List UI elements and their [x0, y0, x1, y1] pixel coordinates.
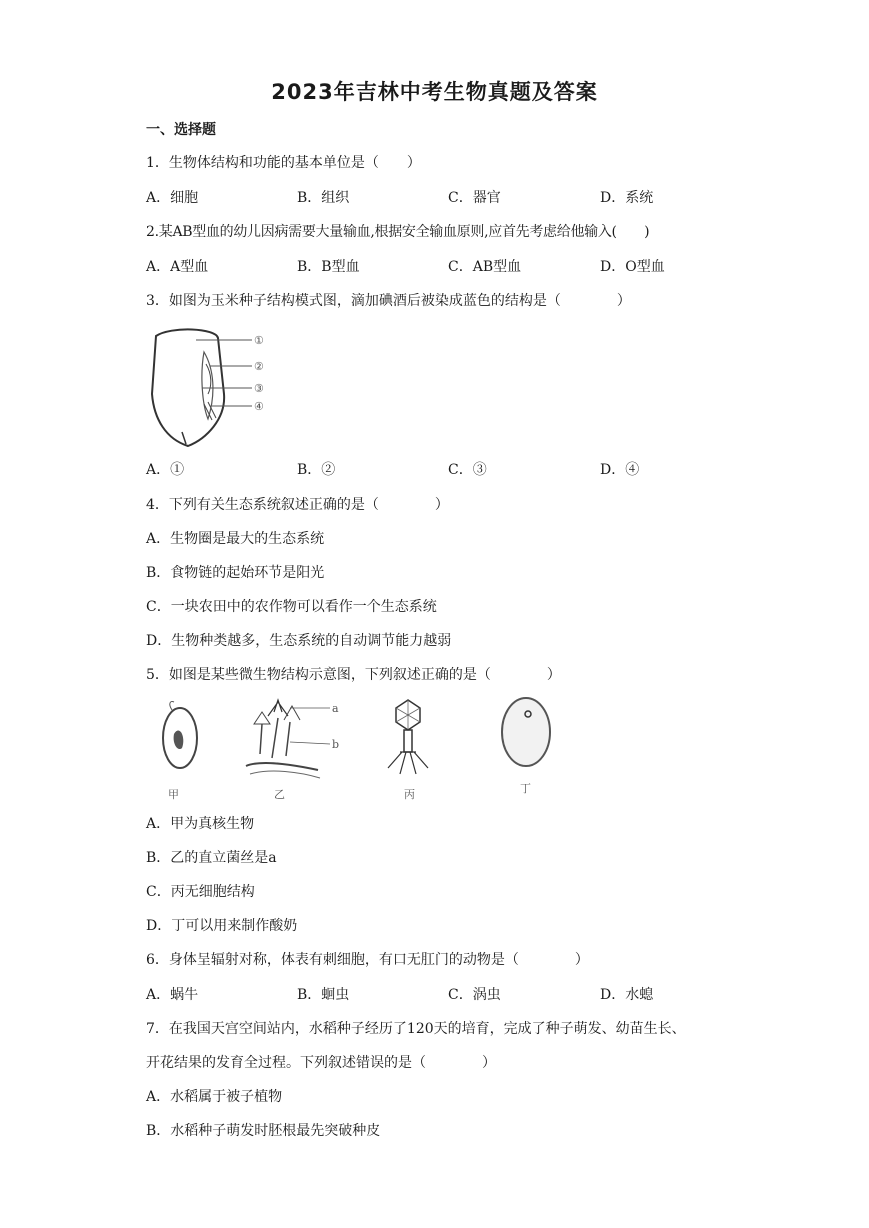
seed-label-2: ②	[254, 360, 264, 373]
q2-option-a: A．A型血	[146, 259, 209, 275]
question-7-stem-line2: 开花结果的发育全过程。下列叙述错误的是（ ）	[146, 1055, 496, 1071]
q4-option-b: B．食物链的起始环节是阳光	[146, 565, 325, 581]
q5-option-b: B．乙的直立菌丝是a	[146, 850, 277, 866]
q7-option-b: B．水稻种子萌发时胚根最先突破种皮	[146, 1123, 381, 1139]
microbes-figure	[150, 694, 570, 804]
q6-option-a: A．蜗牛	[146, 987, 199, 1003]
q2-option-c: C．AB型血	[448, 259, 522, 275]
question-2-stem: 2.某AB型血的幼儿因病需要大量输血,根据安全输血原则,应首先考虑给他输入( )	[146, 224, 650, 240]
q6-option-d: D．水螅	[600, 987, 654, 1003]
question-6-stem: 6．身体呈辐射对称，体表有刺细胞，有口无肛门的动物是（ ）	[146, 952, 589, 968]
q4-option-d: D．生物种类越多，生态系统的自动调节能力越弱	[146, 633, 452, 649]
q2-option-d: D．O型血	[600, 259, 665, 275]
question-3-stem: 3．如图为玉米种子结构模式图，滴加碘酒后被染成蓝色的结构是（ ）	[146, 293, 631, 309]
q7-option-a: A．水稻属于被子植物	[146, 1089, 283, 1105]
q3-option-d: D．④	[600, 462, 640, 478]
q1-option-c: C．器官	[448, 190, 501, 206]
label-ding: 丁	[520, 782, 531, 795]
q3-option-b: B．②	[297, 462, 336, 478]
part-label-b: b	[332, 738, 340, 751]
section-heading: 一、选择题	[146, 122, 216, 138]
label-bing: 丙	[404, 788, 415, 801]
q5-option-d: D．丁可以用来制作酸奶	[146, 918, 298, 934]
q6-option-c: C．涡虫	[448, 987, 501, 1003]
question-5-stem: 5．如图是某些微生物结构示意图，下列叙述正确的是（ ）	[146, 667, 561, 683]
q4-option-c: C．一块农田中的农作物可以看作一个生态系统	[146, 599, 437, 615]
q1-option-d: D．系统	[600, 190, 654, 206]
corn-seed-figure	[146, 324, 276, 450]
q6-option-b: B．蛔虫	[297, 987, 350, 1003]
question-4-stem: 4．下列有关生态系统叙述正确的是（ ）	[146, 497, 449, 513]
q5-option-c: C．丙无细胞结构	[146, 884, 255, 900]
label-yi: 乙	[274, 788, 285, 801]
q5-option-a: A．甲为真核生物	[146, 816, 255, 832]
seed-label-1: ①	[254, 334, 264, 347]
q2-option-b: B．B型血	[297, 259, 360, 275]
q1-option-b: B．组织	[297, 190, 350, 206]
q3-option-a: A．①	[146, 462, 185, 478]
label-jia: 甲	[168, 788, 179, 801]
page-title: 2023年吉林中考生物真题及答案	[271, 80, 598, 104]
q3-option-c: C．③	[448, 462, 487, 478]
question-7-stem-line1: 7．在我国天宫空间站内，水稻种子经历了120天的培育，完成了种子萌发、幼苗生长、	[146, 1021, 686, 1037]
q1-option-a: A．细胞	[146, 190, 199, 206]
seed-label-4: ④	[254, 400, 264, 413]
part-label-a: a	[332, 702, 339, 715]
seed-label-3: ③	[254, 382, 264, 395]
question-1-stem: 1．生物体结构和功能的基本单位是（ ）	[146, 155, 421, 171]
q4-option-a: A．生物圈是最大的生态系统	[146, 531, 325, 547]
